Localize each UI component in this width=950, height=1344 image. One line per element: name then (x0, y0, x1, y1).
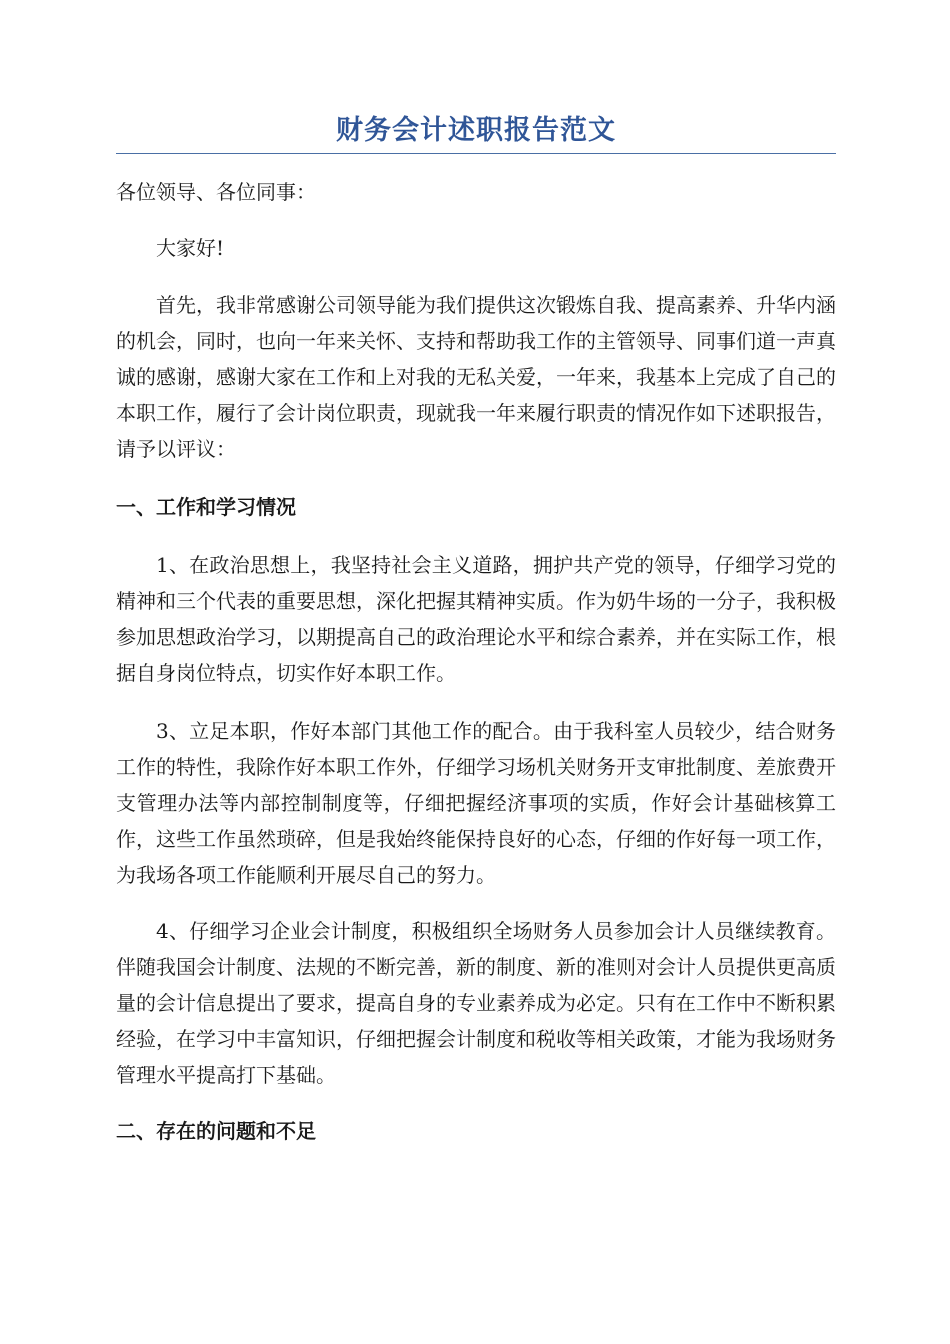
document-title: 财务会计述职报告范文 (116, 110, 836, 154)
intro-paragraph: 首先，我非常感谢公司领导能为我们提供这次锻炼自我、提高素养、升华内涵的机会，同时，也向一年来关怀、支持和帮助我工作的主管领导、同事们道一声真诚的感谢，感谢大家在工作和上对我的无私关爱，一年来，我基本上完成了自己的本职工作，履行了会计岗位职责，现就我一年来履行职责的情况作如下述职报告，请予以评议： (116, 293, 836, 461)
section-heading-problems: 二、存在的问题和不足 (116, 1119, 316, 1143)
section-heading-work-study: 一、工作和学习情况 (116, 495, 296, 519)
salutation: 各位领导、各位同事： (116, 180, 316, 204)
document-page (116, 110, 836, 1149)
greeting-line: 大家好! (156, 236, 225, 260)
paragraph-item-4: 4、仔细学习企业会计制度，积极组织全场财务人员参加会计人员继续教育。伴随我国会计制度、法规的不断完善，新的制度、新的准则对会计人员提供更高质量的会计信息提出了要求，提高自身的专业素养成为必定。只有在工作中不断积累经验，在学习中丰富知识，仔细把握会计制度和税收等相关政策，才能为我场财务管理水平提高打下基础。 (116, 919, 836, 1087)
paragraph-item-3: 3、立足本职，作好本部门其他工作的配合。由于我科室人员较少，结合财务工作的特性，我除作好本职工作外，仔细学习场机关财务开支审批制度、差旅费开支管理办法等内部控制制度等，仔细把握经济事项的实质，作好会计基础核算工作，这些工作虽然琐碎，但是我始终能保持良好的心态，仔细的作好每一项工作，为我场各项工作能顺利开展尽自己的努力。 (116, 719, 836, 887)
paragraph-item-1: 1、在政治思想上，我坚持社会主义道路，拥护共产党的领导，仔细学习党的精神和三个代表的重要思想，深化把握其精神实质。作为奶牛场的一分子，我积极参加思想政治学习，以期提高自己的政治理论水平和综合素养，并在实际工作，根据自身岗位特点，切实作好本职工作。 (116, 553, 836, 685)
